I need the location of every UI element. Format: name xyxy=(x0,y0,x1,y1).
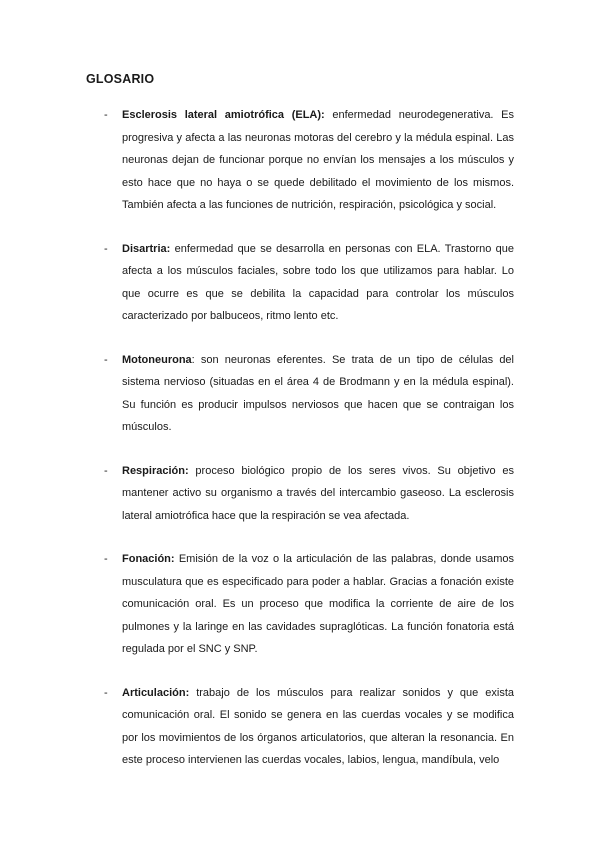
entry-term: Articulación: xyxy=(122,686,190,699)
glossary-list xyxy=(0,104,600,793)
entry-term: Esclerosis lateral amiotrófica (ELA): xyxy=(122,109,325,121)
list-bullet: - xyxy=(104,464,108,477)
list-bullet: - xyxy=(104,686,108,699)
entry-definition: : son neuronas eferentes. Se trata de un tipo de células del sistema nervioso (situadas en el área 4 de Brodmann y en la médula espinal). Su función es producir impulsos nerviosos que hacen que se contraigan los músculos. xyxy=(122,353,514,433)
glossary-entry-ela xyxy=(0,104,600,217)
entry-definition: Emisión de la voz o la articulación de las palabras, donde usamos musculatura que es especificado para poder a hablar. Gracias a fonación existe comunicación oral. Es un proceso que modifica la corriente de aire de los pulmones y la laringe en las cavidades supraglóticas. La función fonatoria está regulada por el SNC y SNP. xyxy=(122,553,514,655)
glossary-entry-motoneurona xyxy=(0,349,600,439)
glossary-entry-articulacion xyxy=(0,682,600,772)
entry-definition: enfermedad que se desarrolla en personas con ELA. Trastorno que afecta a los músculos faciales, sobre todo los que utilizamos para hablar. Lo que ocurre es que se debilita la capacidad para controlar los músculos caracterizado por balbuceos, ritmo lento etc. xyxy=(122,242,514,322)
entry-term: Fonación: xyxy=(122,553,175,565)
list-bullet: - xyxy=(104,353,108,366)
entry-term: Respiración: xyxy=(122,464,189,477)
entry-text xyxy=(122,238,514,328)
entry-definition: enfermedad neurodegenerativa. Es progresiva y afecta a las neuronas motoras del cerebro y la médula espinal. Las neuronas dejan de funcionar porque no envían los mensajes a los músculos y esto hace que no haya o se quede debilitado el movimiento de los mismos. También afecta a las funciones de nutrición, respiración, psicológica y social. xyxy=(122,109,514,211)
entry-text xyxy=(122,460,514,528)
entry-text xyxy=(122,349,514,439)
glossary-entry-fonacion xyxy=(0,548,600,661)
list-bullet: - xyxy=(104,109,108,121)
entry-definition: trabajo de los músculos para realizar sonidos y que exista comunicación oral. El sonido se genera en las cuerdas vocales y se modifica por los movimientos de los órganos articulatorios, que alteran la resonancia. En este proceso intervienen las cuerdas vocales, labios, lengua, mandíbula, velo xyxy=(122,686,514,766)
entry-term: Motoneurona xyxy=(122,353,192,366)
list-bullet: - xyxy=(104,242,108,255)
glossary-heading: GLOSARIO xyxy=(86,72,155,86)
glossary-entry-disartria xyxy=(0,238,600,328)
list-bullet: - xyxy=(104,553,108,565)
glossary-entry-respiracion xyxy=(0,460,600,528)
entry-text xyxy=(122,104,514,217)
entry-term: Disartria: xyxy=(122,242,171,255)
entry-text xyxy=(122,548,514,661)
entry-definition: proceso biológico propio de los seres vivos. Su objetivo es mantener activo su organismo a través del intercambio gaseoso. La esclerosis lateral amiotrófica hace que la respiración se vea afectada. xyxy=(122,464,514,522)
entry-text xyxy=(122,682,514,772)
